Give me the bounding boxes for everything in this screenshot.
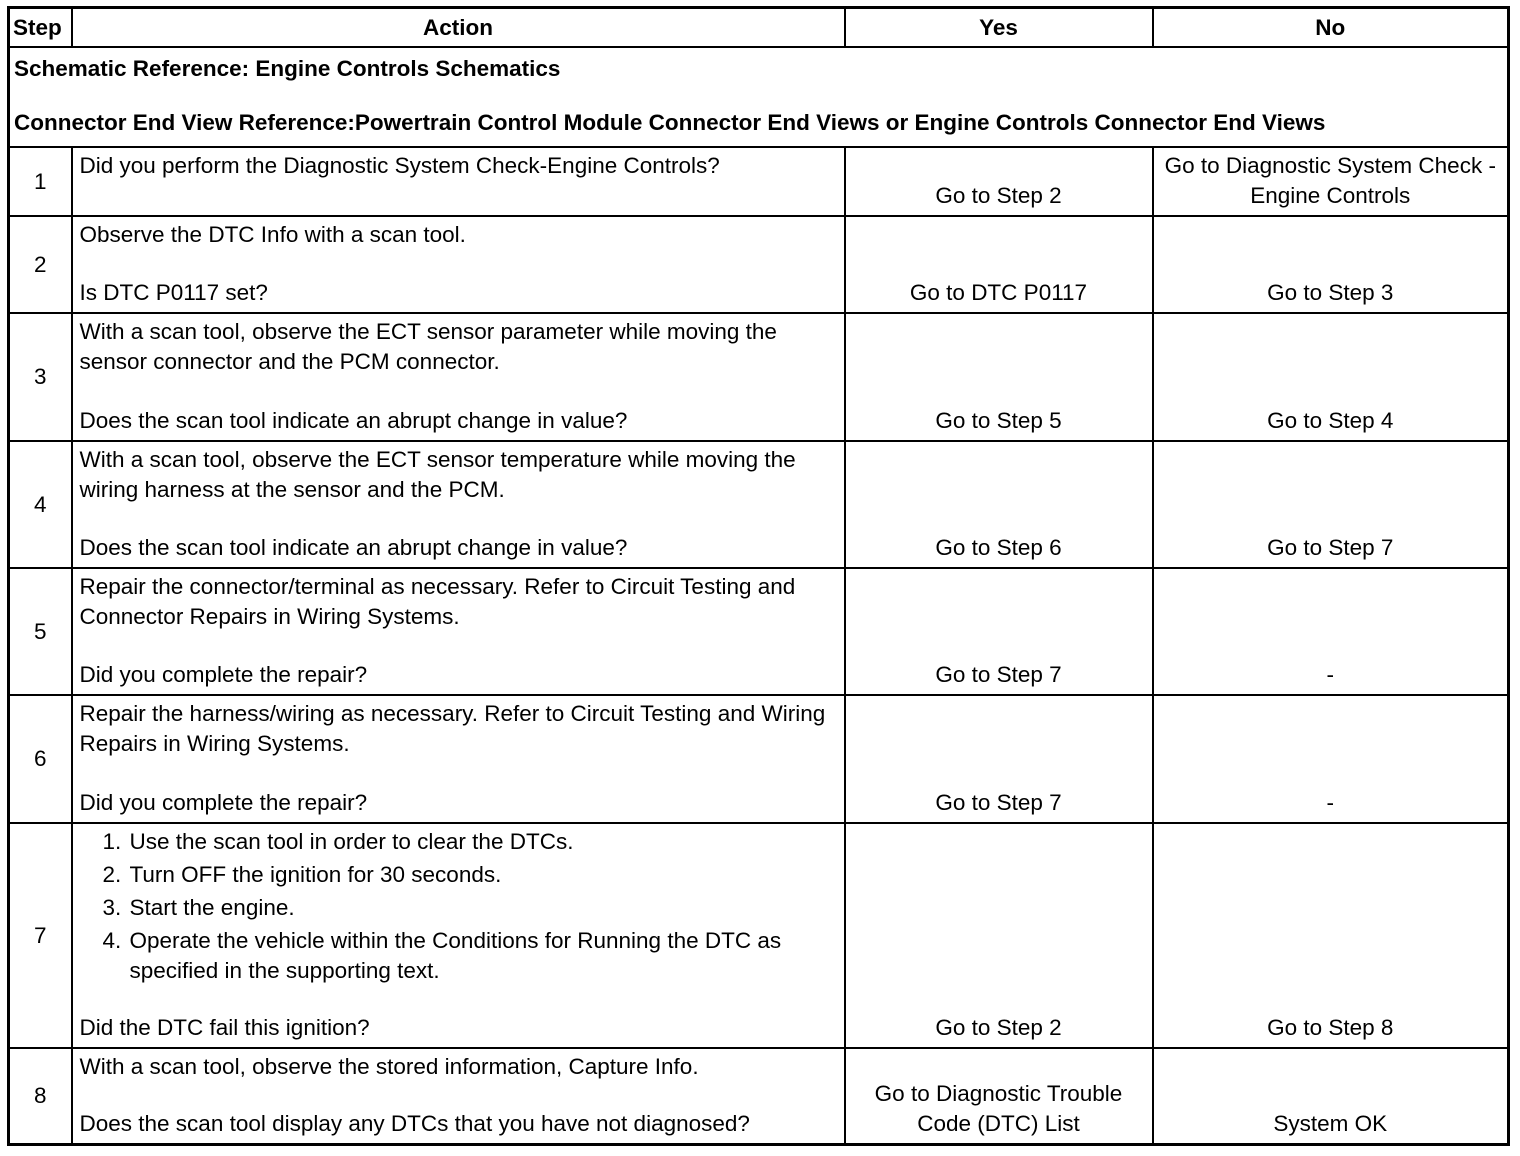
action-text: Observe the DTC Info with a scan tool. [79, 222, 466, 247]
yes-cell: Go to Step 2 [845, 147, 1153, 216]
table-row [9, 823, 1509, 1048]
step-number: 7 [9, 823, 72, 1048]
action-list-item: 3. Start the engine. [128, 893, 838, 923]
action-question: Does the scan tool display any DTCs that you have not diagnosed? [79, 1111, 750, 1136]
diagnostic-table [7, 6, 1510, 1146]
no-cell: System OK [1153, 1048, 1509, 1145]
header-row [9, 8, 1509, 48]
yes-cell: Go to Step 6 [845, 441, 1153, 568]
action-cell [72, 313, 845, 441]
reference-cell [9, 47, 1509, 147]
no-cell: - [1153, 568, 1509, 695]
yes-cell: Go to Step 5 [845, 313, 1153, 441]
action-text: Did you perform the Diagnostic System Check-Engine Controls? [79, 153, 720, 178]
step-number: 2 [9, 216, 72, 313]
header-yes: Yes [845, 8, 1153, 48]
action-text: Repair the harness/wiring as necessary. Refer to Circuit Testing and Wiring Repairs in Wiring Systems. [79, 701, 826, 756]
schematic-reference: Schematic Reference: Engine Controls Schematics [14, 56, 561, 81]
no-cell: Go to Step 4 [1153, 313, 1509, 441]
no-cell: Go to Step 3 [1153, 216, 1509, 313]
action-cell [72, 695, 845, 823]
no-cell: Go to Diagnostic System Check - Engine Controls [1153, 147, 1509, 216]
yes-cell: Go to DTC P0117 [845, 216, 1153, 313]
action-cell [72, 216, 845, 313]
action-text: With a scan tool, observe the ECT sensor parameter while moving the sensor connector and the PCM connector. [79, 319, 777, 374]
step-number: 1 [9, 147, 72, 216]
header-step: Step [9, 8, 72, 48]
step-number: 5 [9, 568, 72, 695]
table-row [9, 695, 1509, 823]
action-text: With a scan tool, observe the stored information, Capture Info. [79, 1054, 699, 1079]
action-list-item: 4. Operate the vehicle within the Conditions for Running the DTC as specified in the supporting text. [128, 926, 838, 986]
table-row [9, 147, 1509, 216]
action-cell [72, 441, 845, 568]
table-row [9, 441, 1509, 568]
table-row [9, 313, 1509, 441]
action-list [80, 827, 838, 989]
action-cell [72, 568, 845, 695]
no-cell: - [1153, 695, 1509, 823]
step-number: 4 [9, 441, 72, 568]
action-question: Does the scan tool indicate an abrupt change in value? [79, 535, 628, 560]
no-cell: Go to Step 8 [1153, 823, 1509, 1048]
action-cell [72, 147, 845, 216]
action-cell [72, 823, 845, 1048]
yes-cell: Go to Step 7 [845, 695, 1153, 823]
action-text: With a scan tool, observe the ECT sensor temperature while moving the wiring harness at the sensor and the PCM. [79, 447, 796, 502]
yes-cell: Go to Diagnostic Trouble Code (DTC) List [845, 1048, 1153, 1145]
table-row [9, 568, 1509, 695]
action-question: Does the scan tool indicate an abrupt change in value? [79, 408, 628, 433]
action-question: Did you complete the repair? [79, 790, 368, 815]
step-number: 6 [9, 695, 72, 823]
action-question: Is DTC P0117 set? [79, 280, 268, 305]
action-cell [72, 1048, 845, 1145]
action-list-item: 2. Turn OFF the ignition for 30 seconds. [128, 860, 838, 890]
yes-cell: Go to Step 2 [845, 823, 1153, 1048]
table-row [9, 216, 1509, 313]
step-number: 8 [9, 1048, 72, 1145]
action-question: Did you complete the repair? [79, 662, 368, 687]
action-list-item: 1. Use the scan tool in order to clear the DTCs. [128, 827, 838, 857]
table-row [9, 1048, 1509, 1145]
header-no: No [1153, 8, 1509, 48]
no-cell: Go to Step 7 [1153, 441, 1509, 568]
action-text: Repair the connector/terminal as necessary. Refer to Circuit Testing and Connector Repairs in Wiring Systems. [79, 574, 796, 629]
connector-reference: Connector End View Reference:Powertrain Control Module Connector End Views or Engine Controls Connector End Views [14, 110, 1326, 135]
action-question: Did the DTC fail this ignition? [79, 1015, 370, 1040]
yes-cell: Go to Step 7 [845, 568, 1153, 695]
header-action: Action [72, 8, 845, 48]
step-number: 3 [9, 313, 72, 441]
reference-row [9, 47, 1509, 147]
